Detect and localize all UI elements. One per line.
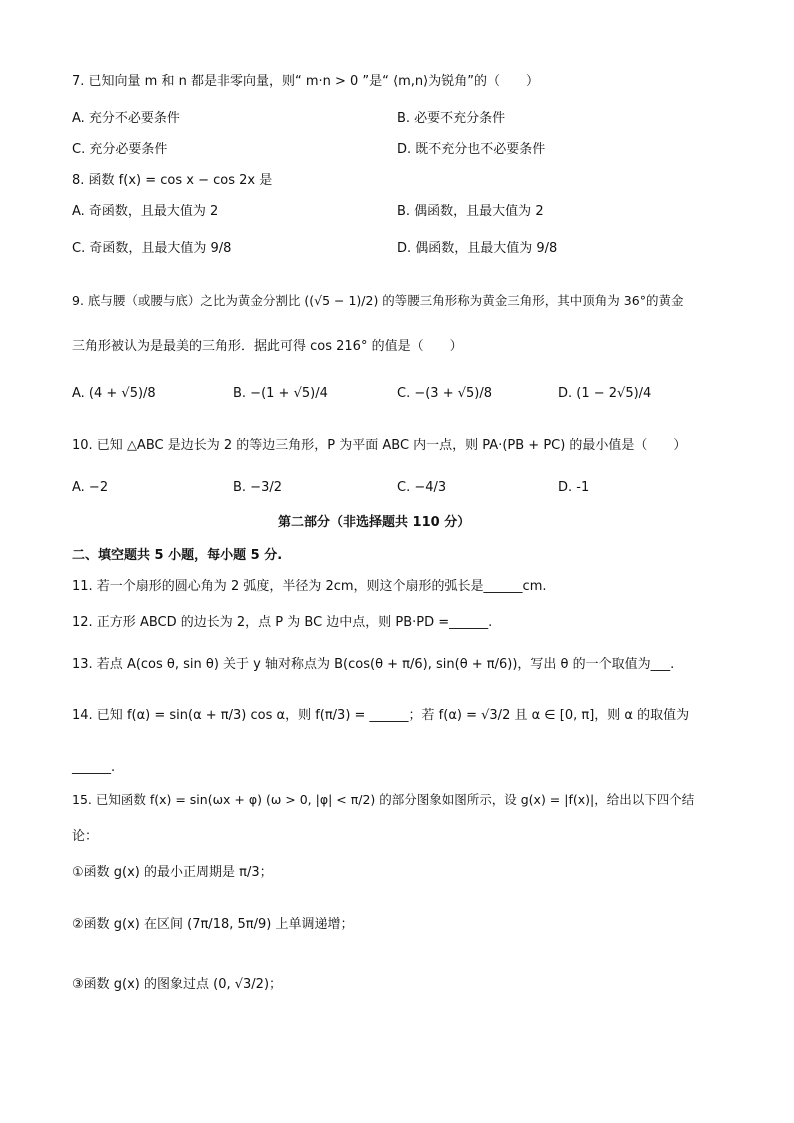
q8-option-c: C. 奇函数，且最大值为 9/8 [72,241,232,256]
q10-option-a: A. −2 [72,480,109,495]
q9-option-a: A. (4 + √5)/8 [72,386,156,401]
q15-line2: 论： [72,829,99,844]
q7-option-d: D. 既不充分也不必要条件 [397,142,546,157]
q9-option-c: C. −(3 + √5)/8 [397,386,493,401]
q8-stem: 8. 函数 f(x) = cos x − cos 2x 是 [72,173,273,188]
q15-conclusion-3: ③函数 g(x) 的图象过点 (0, √3/2)； [72,977,283,992]
q12: 12. 正方形 ABCD 的边长为 2，点 P 为 BC 边中点，则 PB·PD =______. [72,615,493,630]
q10-option-d: D. -1 [558,480,590,495]
q14-line1: 14. 已知 f(α) = sin(α + π/3) cos α，则 f(π/3) = ______；若 f(α) = √3/2 且 α ∈ [0, π]，则 α 的取值为 [72,708,690,723]
q15-conclusion-1: ①函数 g(x) 的最小正周期是 π/3； [72,865,273,880]
q15-conclusion-2: ②函数 g(x) 在区间 (7π/18, 5π/9) 上单调递增； [72,917,354,932]
q7-option-c: C. 充分必要条件 [72,142,168,157]
q9-option-d: D. (1 − 2√5)/4 [558,386,652,401]
q10-option-b: B. −3/2 [233,480,282,495]
q15-line1: 15. 已知函数 f(x) = sin(ωx + φ) (ω > 0, |φ| < π/2) 的部分图象如图所示，设 g(x) = |f(x)|，给出以下四个结 [72,792,695,807]
q11: 11. 若一个扇形的圆心角为 2 弧度，半径为 2cm，则这个扇形的弧长是______cm. [72,579,547,594]
q14-line2: ______. [72,760,116,775]
q13: 13. 若点 A(cos θ, sin θ) 关于 y 轴对称点为 B(cos(θ + π/6), sin(θ + π/6))，写出 θ 的一个取值为___. [72,657,675,672]
q9-stem-line2: 三角形被认为是最美的三角形．据此可得 cos 216° 的值是（ ） [72,339,463,354]
section2-title: 二、填空题共 5 小题，每小题 5 分. [72,548,283,563]
q8-option-d: D. 偶函数，且最大值为 9/8 [397,241,558,256]
q9-option-b: B. −(1 + √5)/4 [233,386,328,401]
q10-stem: 10. 已知 △ABC 是边长为 2 的等边三角形，P 为平面 ABC 内一点，则 PA·(PB + PC) 的最小值是（ ） [72,438,687,453]
q7-stem: 7. 已知向量 m 和 n 都是非零向量，则“ m·n > 0 ”是“ ⟨m,n⟩为锐角”的（ ） [72,74,539,89]
q8-option-b: B. 偶函数，且最大值为 2 [397,204,544,219]
q8-option-a: A. 奇函数，且最大值为 2 [72,204,219,219]
q7-option-a: A. 充分不必要条件 [72,111,180,126]
part2-title: 第二部分（非选择题共 110 分） [278,515,471,530]
q9-stem-line1: 9. 底与腰（或腰与底）之比为黄金分割比 ((√5 − 1)/2) 的等腰三角形称为黄金三角形，其中顶角为 36°的黄金 [72,293,684,308]
q10-option-c: C. −4/3 [397,480,447,495]
q7-option-b: B. 必要不充分条件 [397,111,506,126]
